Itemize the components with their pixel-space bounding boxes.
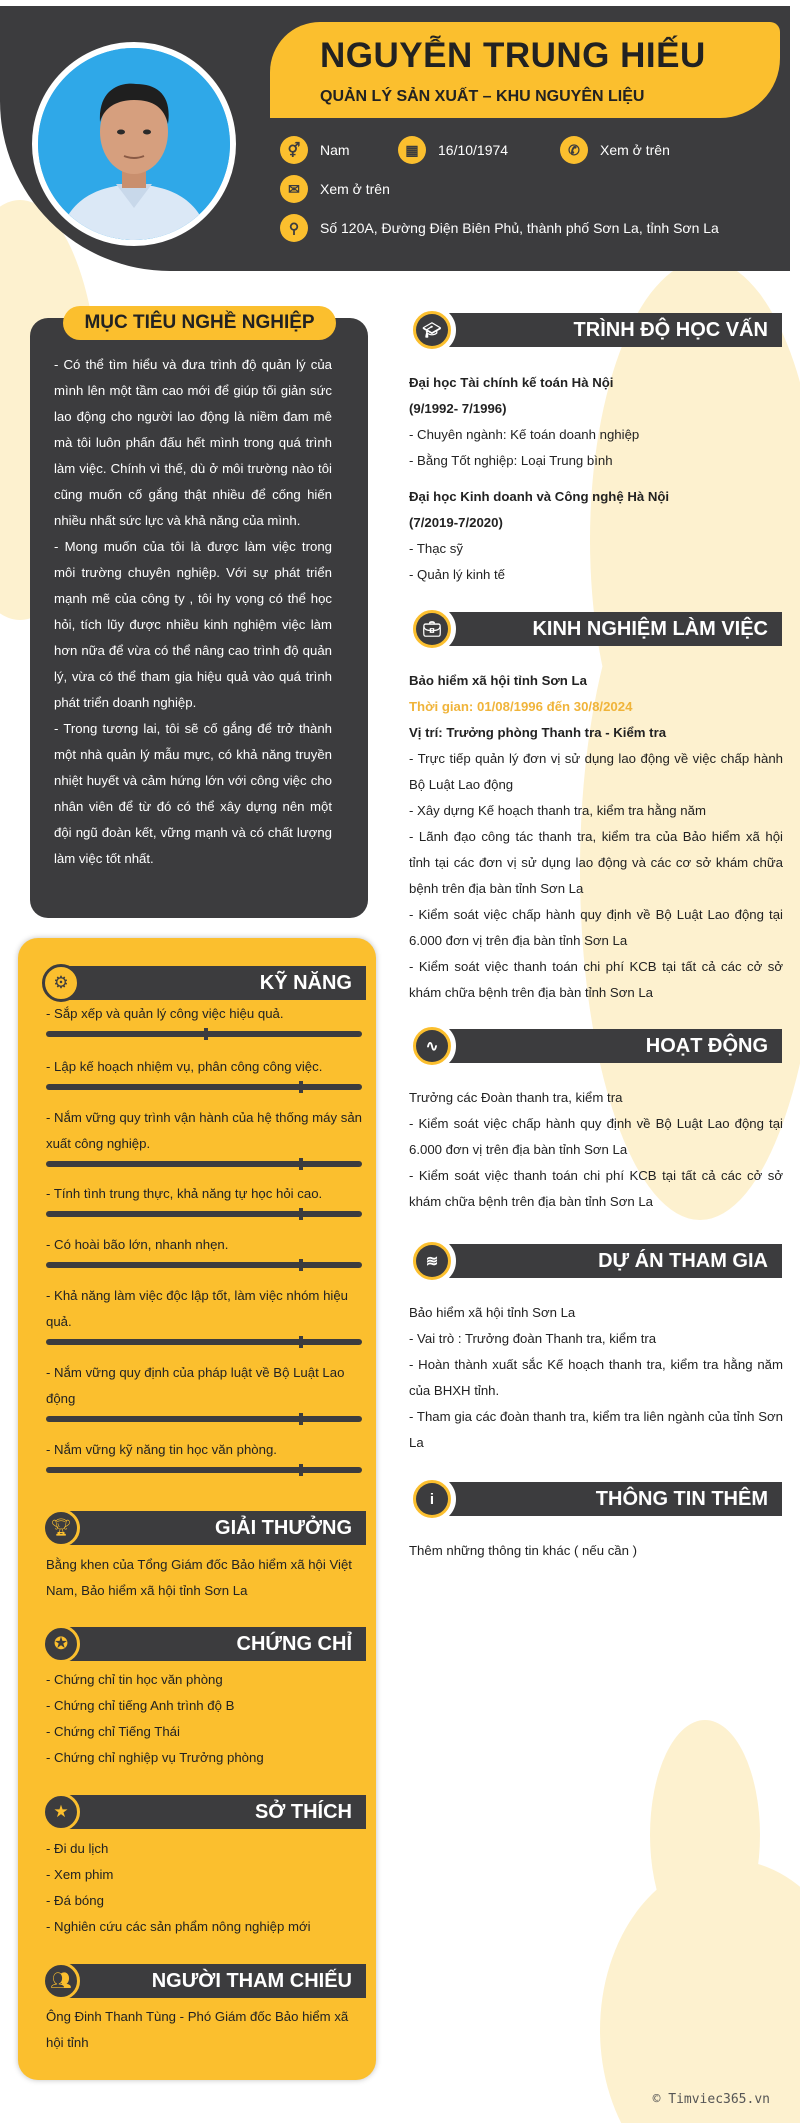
activity-line: Trưởng các Đoàn thanh tra, kiểm tra — [409, 1090, 623, 1105]
medal-icon: ✪ — [42, 1625, 80, 1663]
objective-paragraph: - Mong muốn của tôi là được làm việc trong môi trường chuyên nghiệp. Với sự phát triển mạnh mẽ của công ty , tôi hy vọng có thể học hỏi, tích lũy được nhiều kinh nghiệm việc làm hơn nữa để vừa có thể nâng cao trình độ quản lý, vừa có thể tham gia hiệu quả vào quá trình phát triển doanh nghiệp. — [54, 539, 332, 710]
experience-icon-wrap — [408, 605, 456, 653]
experience-line: - Trực tiếp quản lý đơn vị sử dụng lao động về việc chấp hành Bộ Luật Lao động — [409, 751, 783, 792]
star-icon: ★ — [42, 1793, 80, 1831]
skill-level-marker — [299, 1413, 303, 1425]
candidate-name: NGUYỄN TRUNG HIẾU — [320, 36, 706, 75]
address-value: Số 120A, Đường Điện Biên Phủ, thành phố Sơn La, tỉnh Sơn La — [320, 220, 719, 236]
skill-label: - Tính tình trung thực, khả năng tự học hỏi cao. — [46, 1186, 323, 1201]
experience-entry — [409, 668, 783, 1006]
projects-entry — [409, 1300, 783, 1456]
skill-label: - Nắm vững quy định của pháp luật về Bộ Luật Lao động — [46, 1365, 345, 1406]
birthday-value: 16/10/1974 — [438, 142, 509, 158]
project-line: Bảo hiểm xã hội tỉnh Sơn La — [409, 1305, 576, 1320]
skill-bar — [46, 1467, 362, 1473]
activities-title: HOẠT ĐỘNG — [432, 1029, 782, 1063]
education-entry — [409, 370, 783, 474]
briefcase-icon: 💼︎ — [416, 613, 448, 645]
skill-level-marker — [299, 1464, 303, 1476]
education-school: Đại học Kinh doanh và Công nghệ Hà Nội — [409, 489, 670, 504]
skill-bar — [46, 1339, 362, 1345]
email-icon: ✉ — [280, 175, 308, 203]
gender-icon: ⚥ — [280, 136, 308, 164]
email-value: Xem ở trên — [320, 181, 390, 197]
objective-text — [54, 352, 332, 872]
bg-blob — [600, 1860, 800, 2123]
education-line: - Bằng Tốt nghiệp: Loại Trung bình — [409, 453, 613, 468]
education-icon-wrap — [408, 306, 456, 354]
phone-icon: ✆ — [560, 136, 588, 164]
education-title: TRÌNH ĐỘ HỌC VẤN — [432, 313, 782, 347]
certificate-item: - Chứng chỉ tiếng Anh trình độ B — [46, 1698, 235, 1713]
project-line: - Tham gia các đoàn thanh tra, kiểm tra liên ngành của tỉnh Sơn La — [409, 1409, 783, 1450]
project-line: - Vai trò : Trưởng đoàn Thanh tra, kiểm tra — [409, 1331, 657, 1346]
hobbies-title: SỞ THÍCH — [60, 1795, 366, 1829]
education-line: - Thạc sỹ — [409, 541, 463, 556]
activity-line: - Kiểm soát việc chấp hành quy định về Bộ Luật Lao động tại 6.000 đơn vị trên địa bàn tỉnh Sơn La — [409, 1116, 783, 1157]
skill-level-marker — [299, 1208, 303, 1220]
graduation-cap-icon: 🎓︎ — [416, 314, 448, 346]
experience-line: - Lãnh đạo công tác thanh tra, kiểm tra của Bảo hiểm xã hội tỉnh tại các đơn vị sử dụng lao động và các cơ sở khám chữa bệnh trên địa bàn tỉnh Sơn La — [409, 829, 783, 896]
experience-line: - Kiểm soát việc thanh toán chi phí KCB tại tất cả các cở sở khám chữa bệnh trên địa bàn tỉnh Sơn La — [409, 959, 783, 1000]
skill-bar — [46, 1084, 362, 1090]
experience-line: - Kiểm soát việc chấp hành quy định về Bộ Luật Lao động tại 6.000 đơn vị trên địa bàn tỉnh Sơn La — [409, 907, 783, 948]
experience-position: Vị trí: Trưởng phòng Thanh tra - Kiểm tra — [409, 725, 667, 740]
hobby-item: - Đá bóng — [46, 1893, 104, 1908]
address-info — [280, 214, 719, 242]
skill-label: - Có hoài bão lớn, nhanh nhẹn. — [46, 1237, 229, 1252]
skill-bar — [46, 1211, 362, 1217]
trophy-icon: 🏆︎ — [42, 1509, 80, 1547]
skill-bar — [46, 1416, 362, 1422]
certificate-item: - Chứng chỉ Tiếng Thái — [46, 1724, 180, 1739]
people-icon: 👥︎ — [42, 1962, 80, 2000]
email-info — [280, 175, 390, 203]
skill-label: - Nắm vững kỹ năng tin học văn phòng. — [46, 1442, 277, 1457]
activities-entry — [409, 1085, 783, 1215]
education-period: (9/1992- 7/1996) — [409, 401, 507, 416]
skill-label: - Khả năng làm việc độc lập tốt, làm việc nhóm hiệu quả. — [46, 1288, 349, 1329]
skill-bar — [46, 1161, 362, 1167]
objective-paragraph: - Trong tương lai, tôi sẽ cố gắng để trở thành một nhà quản lý mẫu mực, có khả năng truyền nhiệt huyết và cảm hứng lớn với công việc cho nhân viên để từ đó có thể xây dựng nên một đội ngũ đoàn kết, vững mạnh và có chất lượng làm việc tốt nhất. — [54, 721, 332, 866]
experience-line: - Xây dựng Kế hoạch thanh tra, kiểm tra hằng năm — [409, 803, 706, 818]
skill-label: - Lập kế hoạch nhiệm vụ, phân công công việc. — [46, 1059, 323, 1074]
projects-icon-wrap — [408, 1237, 456, 1285]
project-line: - Hoàn thành xuất sắc Kế hoạch thanh tra, kiểm tra hằng năm của BHXH tỉnh. — [409, 1357, 783, 1398]
skill-level-marker — [299, 1158, 303, 1170]
calendar-icon: ▦ — [398, 136, 426, 164]
references-title: NGƯỜI THAM CHIẾU — [60, 1964, 366, 1998]
education-line: - Quản lý kinh tế — [409, 567, 506, 582]
references-text: Ông Đinh Thanh Tùng - Phó Giám đốc Bảo hiểm xã hội tỉnh — [46, 2009, 349, 2050]
skill-label: - Nắm vững quy trình vận hành của hệ thống máy sản xuất công nghiệp. — [46, 1110, 362, 1151]
education-school: Đại học Tài chính kế toán Hà Nội — [409, 375, 614, 390]
skill-level-marker — [204, 1028, 208, 1040]
objective-title: MỤC TIÊU NGHỀ NGHIỆP — [63, 306, 336, 340]
experience-title: KINH NGHIỆM LÀM VIỆC — [432, 612, 782, 646]
gender-value: Nam — [320, 142, 350, 158]
phone-value: Xem ở trên — [600, 142, 670, 158]
skill-bar — [46, 1031, 362, 1037]
education-entry — [409, 484, 783, 588]
gear-icon: ⚙ — [42, 964, 80, 1002]
skill-bar — [46, 1262, 362, 1268]
projects-title: DỰ ÁN THAM GIA — [432, 1244, 782, 1278]
awards-text: Bằng khen của Tổng Giám đốc Bảo hiểm xã hội Việt Nam, Bảo hiểm xã hội tỉnh Sơn La — [46, 1557, 352, 1598]
phone-info — [560, 136, 670, 164]
skill-level-marker — [299, 1259, 303, 1271]
awards-title: GIẢI THƯỞNG — [60, 1511, 366, 1545]
hobby-item: - Xem phim — [46, 1867, 114, 1882]
objective-paragraph: - Có thể tìm hiểu và đưa trình độ quản lý của mình lên một tầm cao mới để giúp tối giản sức lao động cho người lao động là niềm đam mê mà tôi luôn phấn đấu hết mình trong quá trình làm việc. Chính vì thế, dù ở môi trường nào tôi cũng muốn cố gắng thật nhiều để cống hiến nhiều nhất sức lực và khả năng của mình. — [54, 357, 332, 528]
extra-title: THÔNG TIN THÊM — [432, 1482, 782, 1516]
skill-level-marker — [299, 1336, 303, 1348]
layers-icon: ≋ — [416, 1245, 448, 1277]
avatar-portrait — [38, 48, 230, 240]
avatar — [32, 42, 236, 246]
experience-company: Bảo hiểm xã hội tỉnh Sơn La — [409, 673, 587, 688]
location-icon: ⚲ — [280, 214, 308, 242]
birthday-info — [398, 136, 508, 164]
gender-info — [280, 136, 350, 164]
info-icon: i — [416, 1483, 448, 1515]
skills-title: KỸ NĂNG — [60, 966, 366, 1000]
hobby-item: - Nghiên cứu các sản phẩm nông nghiệp mới — [46, 1919, 311, 1934]
footer-watermark: © Timviec365.vn — [652, 2092, 770, 2107]
education-period: (7/2019-7/2020) — [409, 515, 503, 530]
skill-label: - Sắp xếp và quản lý công việc hiệu quả. — [46, 1006, 284, 1021]
activity-line: - Kiểm soát việc thanh toán chi phí KCB tại tất cả các cở sở khám chữa bệnh trên địa bàn tỉnh Sơn La — [409, 1168, 783, 1209]
education-line: - Chuyên ngành: Kế toán doanh nghiệp — [409, 427, 640, 442]
certificates-title: CHỨNG CHỈ — [60, 1627, 366, 1661]
extra-text: Thêm những thông tin khác ( nếu cần ) — [409, 1543, 638, 1558]
certificate-item: - Chứng chỉ tin học văn phòng — [46, 1672, 223, 1687]
skill-level-marker — [299, 1081, 303, 1093]
hobby-item: - Đi du lịch — [46, 1841, 109, 1856]
extra-icon-wrap — [408, 1475, 456, 1523]
certificate-item: - Chứng chỉ nghiệp vụ Trưởng phòng — [46, 1750, 264, 1765]
pulse-icon: ∿ — [416, 1030, 448, 1062]
activities-icon-wrap — [408, 1022, 456, 1070]
candidate-role: QUẢN LÝ SẢN XUẤT – KHU NGUYÊN LIỆU — [320, 88, 645, 105]
experience-time: Thời gian: 01/08/1996 đến 30/8/2024 — [409, 699, 633, 714]
